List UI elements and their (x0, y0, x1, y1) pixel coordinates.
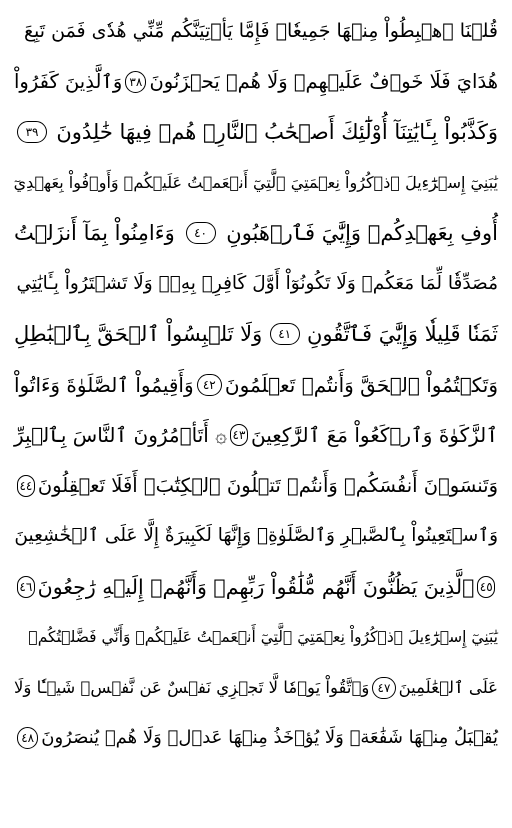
ayah-marker-43: ٤٣ (230, 424, 248, 446)
ayah-marker-47: ٤٧ (372, 677, 395, 699)
line-5-text-after: وَءَامِنُواْ بِمَآ أَنزَلۡتُ (14, 220, 175, 245)
line-8-text-after: وَأَقِيمُواْ ٱلصَّلَوٰةَ وَءَاتُواْ (14, 372, 194, 397)
ayah-marker-45: ٤٥ (477, 576, 495, 598)
line-15-text: يُقۡبَلُ مِنۡهَا شَفَٰعَةٞ وَلَا يُؤۡخَذُ مِنۡهَا عَدۡلٞ وَلَا هُمۡ يُنصَرُونَ (41, 727, 498, 749)
line-2-text: هُدَايَ فَلَا خَوۡفٌ عَلَيۡهِمۡ وَلَا هُمۡ يَحۡزَنُونَ (149, 70, 498, 93)
text-line-4 (14, 158, 498, 209)
ayah-marker-38: ٣٨ (125, 71, 146, 93)
ayah-marker-48: ٤٨ (17, 727, 38, 749)
text-line-12 (14, 562, 498, 613)
line-2-text-after: وَٱلَّذِينَ كَفَرُواْ (14, 70, 123, 93)
line-9-text-after: ۞ أَتَأۡمُرُونَ ٱلنَّاسَ بِٱلۡبِرِّ (14, 423, 227, 448)
line-4-text: يَٰبَنِيٓ إِسۡرَٰٓءِيلَ ٱذۡكُرُواْ نِعۡمَتِيَ ٱلَّتِيٓ أَنۡعَمۡتُ عَلَيۡكُمۡ وَأَوۡفُواْ بِعَهۡدِيٓ (13, 172, 498, 192)
text-line-10 (14, 461, 498, 512)
line-1-text: قُلۡنَا ٱهۡبِطُواْ مِنۡهَا جَمِيعٗاۖ فَإِمَّا يَأۡتِيَنَّكُم مِّنِّي هُدٗى فَمَن تَبِعَ (23, 19, 498, 42)
text-line-15 (14, 713, 498, 764)
line-9-text: ٱلزَّكَوٰةَ وَٱرۡكَعُواْ مَعَ ٱلرَّٰكِعِينَ (251, 423, 498, 448)
line-11-text: وَٱسۡتَعِينُواْ بِٱلصَّبۡرِ وَٱلصَّلَوٰةِۚ وَإِنَّهَا لَكَبِيرَةٌ إِلَّا عَلَى ٱلۡخَٰشِعِينَ (14, 525, 498, 546)
text-line-2 (14, 57, 498, 108)
line-14-text-after: وَٱتَّقُواْ يَوۡمٗا لَّا تَجۡزِي نَفۡسٌ عَن نَّفۡسٖ شَيۡـٔٗا وَلَا (14, 677, 370, 697)
text-line-1 (14, 6, 498, 57)
text-line-6 (14, 259, 498, 310)
ayah-marker-41: ٤١ (270, 323, 300, 345)
line-14-text: عَلَى ٱلۡعَٰلَمِينَ (398, 677, 498, 697)
line-12-text: ٱلَّذِينَ يَظُنُّونَ أَنَّهُم مُّلَٰقُواْ رَبِّهِمۡ وَأَنَّهُمۡ إِلَيۡهِ رَٰجِعُونَ (37, 574, 475, 599)
line-8-text: وَتَكۡتُمُواْ ٱلۡحَقَّ وَأَنتُمۡ تَعۡلَمُونَ (224, 372, 498, 397)
text-line-9 (14, 410, 498, 461)
line-6-text: مُصَدِّقٗا لِّمَا مَعَكُمۡ وَلَا تَكُونُوٓاْ أَوَّلَ كَافِرِۢ بِهِۦۖ وَلَا تَشۡتَرُواْ بِـَٔايَٰتِي (16, 272, 498, 294)
line-7-text: ثَمَنٗا قَلِيلٗا وَإِيَّٰيَ فَٱتَّقُونِ (306, 321, 498, 346)
text-line-11 (14, 511, 498, 562)
line-3-text: وَكَذَّبُواْ بِـَٔايَٰتِنَآ أُوْلَٰٓئِكَ أَصۡحَٰبُ ٱلنَّارِۖ هُمۡ فِيهَا خَٰلِدُونَ (56, 119, 498, 144)
line-7-text-after: وَلَا تَلۡبِسُواْ ٱلۡحَقَّ بِٱلۡبَٰطِلِ (14, 321, 263, 346)
ayah-marker-42: ٤٢ (197, 374, 222, 396)
ayah-marker-44: ٤٤ (17, 475, 35, 497)
ayah-marker-39: ٣٩ (17, 121, 47, 143)
text-line-7 (14, 309, 498, 360)
text-line-3 (14, 107, 498, 158)
text-line-14 (14, 663, 498, 714)
text-line-5 (14, 208, 498, 259)
text-line-13 (14, 612, 498, 663)
text-line-8 (14, 360, 498, 411)
line-5-text: أُوفِ بِعَهۡدِكُمۡ وَإِيَّٰيَ فَٱرۡهَبُونِ (226, 220, 498, 245)
line-10-text: وَتَنسَوۡنَ أَنفُسَكُمۡ وَأَنتُمۡ تَتۡلُونَ ٱلۡكِتَٰبَۚ أَفَلَا تَعۡقِلُونَ (37, 474, 498, 497)
line-13-text: يَٰبَنِيٓ إِسۡرَٰٓءِيلَ ٱذۡكُرُواْ نِعۡمَتِيَ ٱلَّتِيٓ أَنۡعَمۡتُ عَلَيۡكُمۡ وَأَنِّي فَضَّلۡتُكُمۡ (28, 627, 498, 646)
ayah-marker-46: ٤٦ (17, 576, 35, 598)
ayah-marker-40: ٤٠ (186, 222, 216, 244)
